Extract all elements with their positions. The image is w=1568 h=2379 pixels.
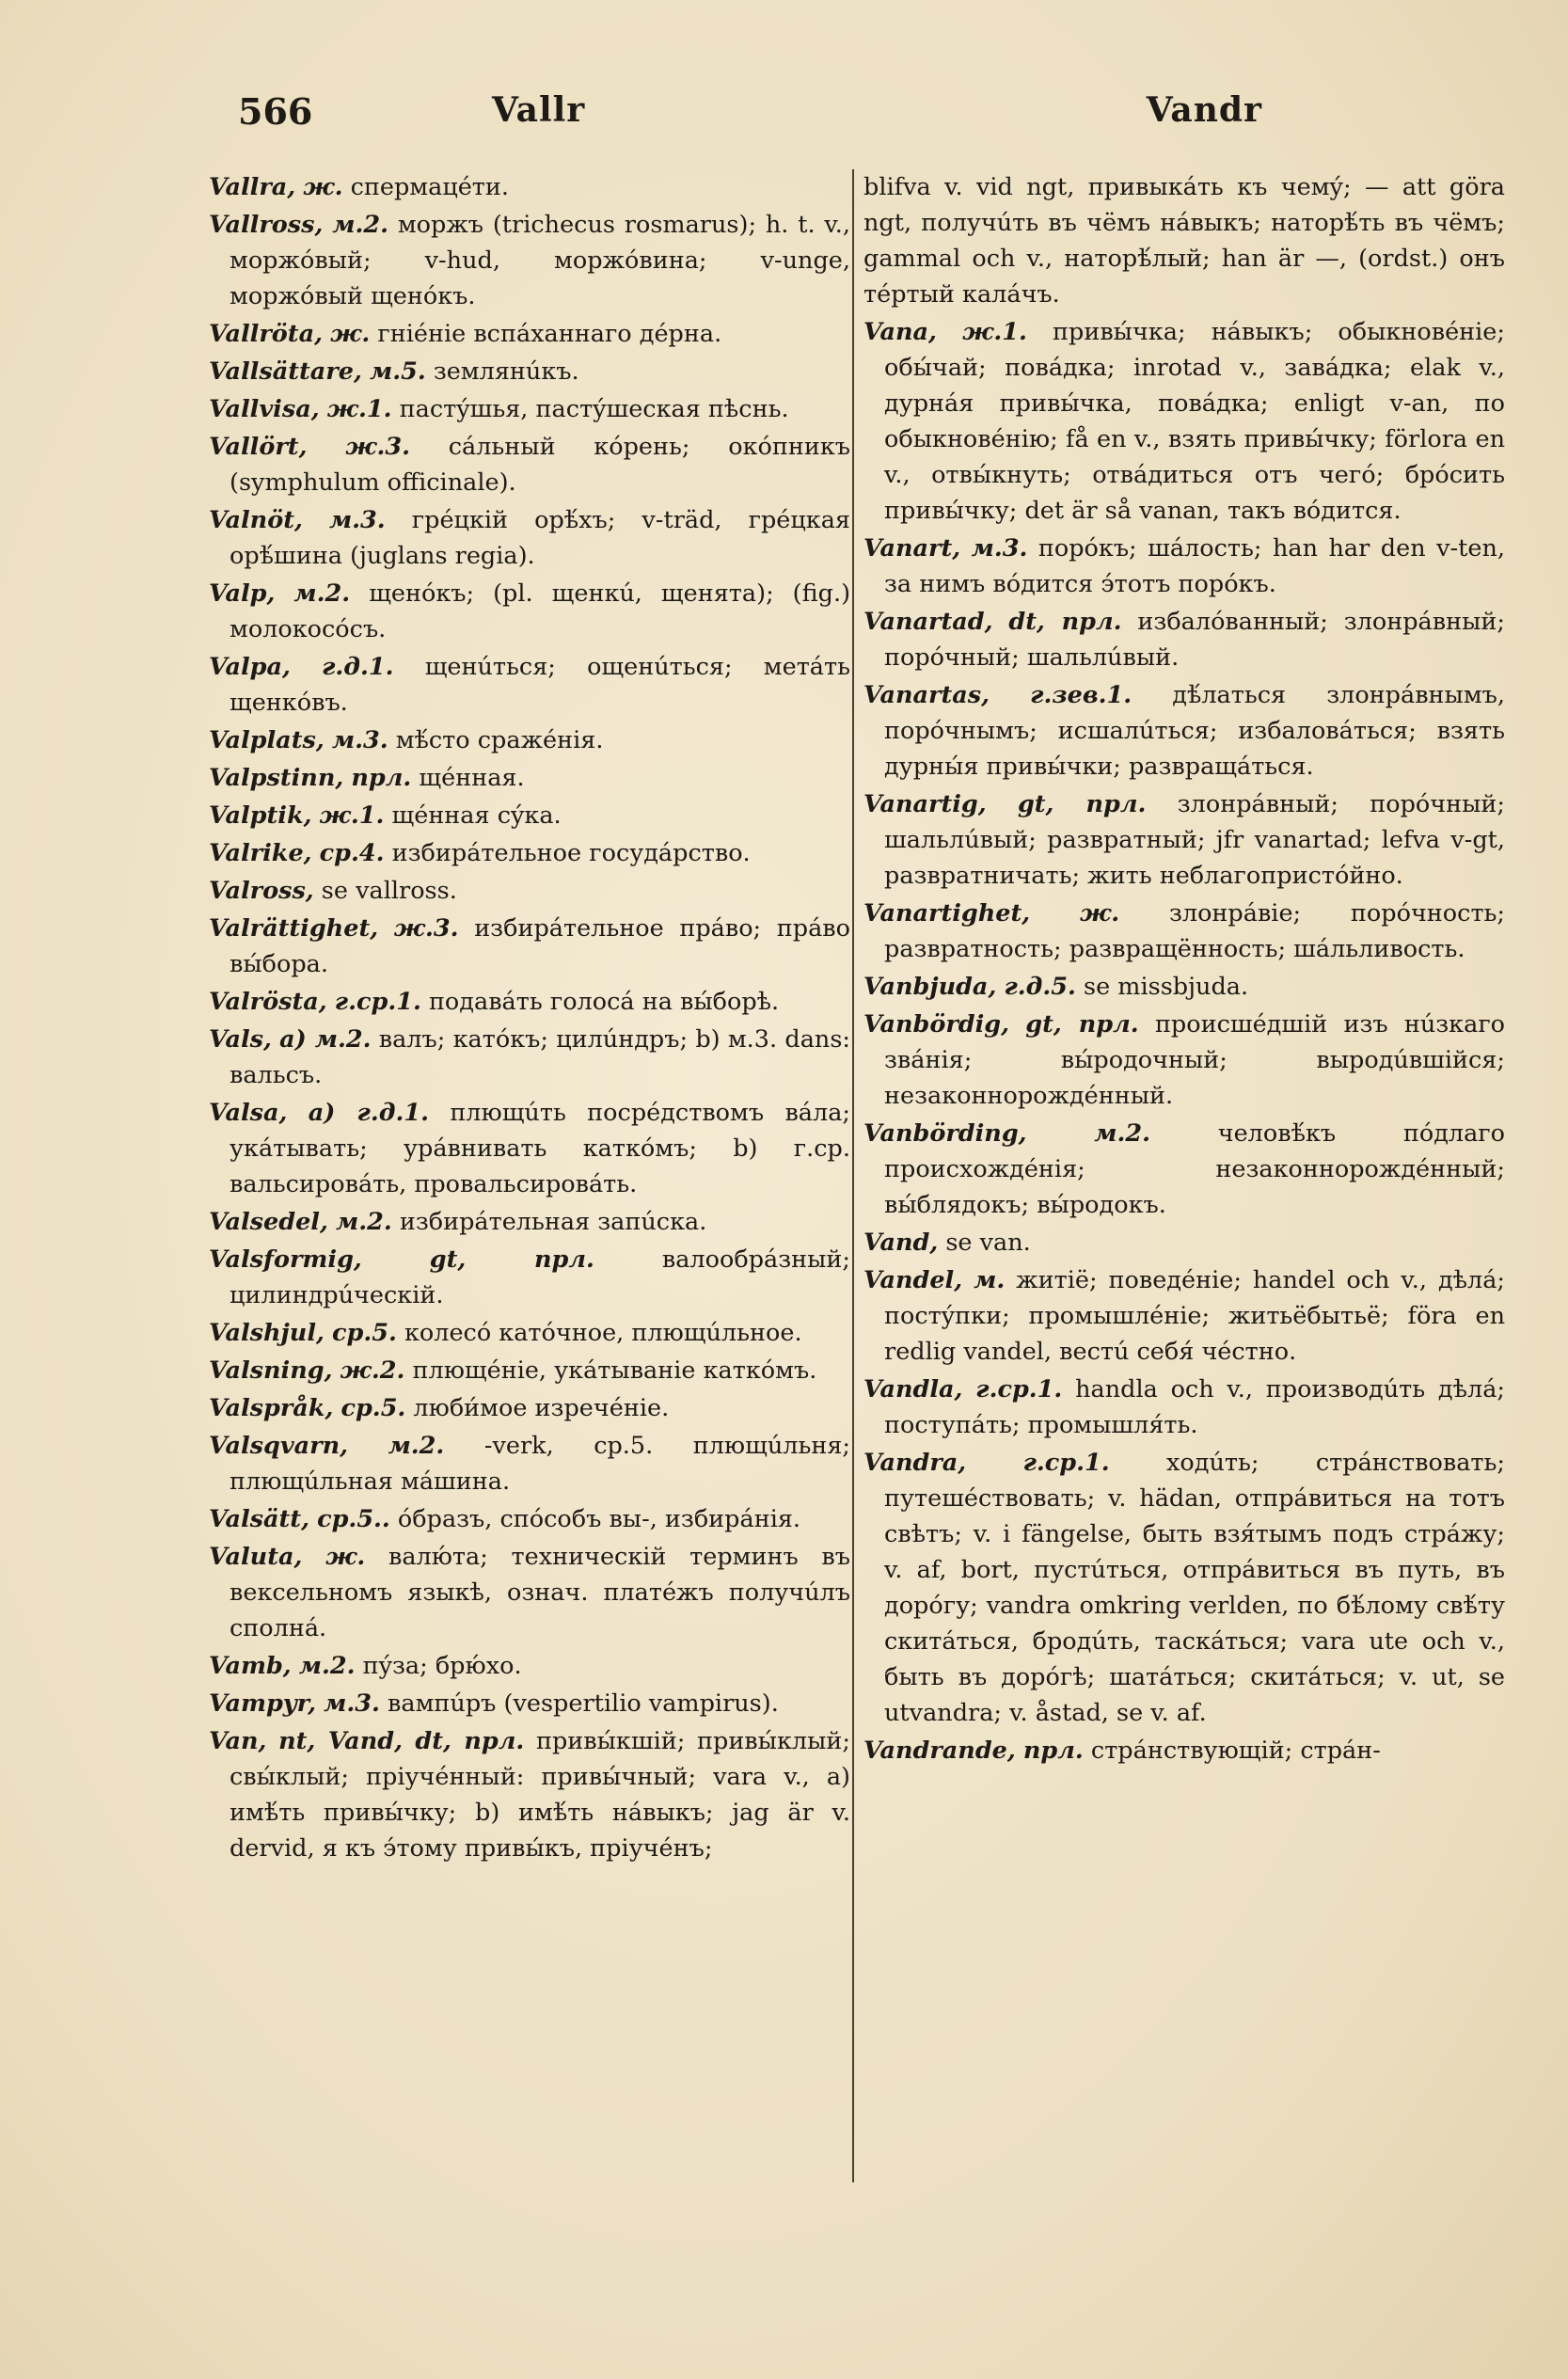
grammar-label: г.ср.1.	[1022, 1449, 1110, 1477]
headword: Valspråk,	[209, 1394, 334, 1422]
grammar-label: dt, прл.	[1008, 608, 1122, 636]
headword: Vandla,	[863, 1375, 963, 1404]
dictionary-entry	[863, 1262, 1505, 1370]
grammar-label: м.2.	[1094, 1119, 1151, 1148]
dictionary-entry	[863, 1445, 1505, 1731]
grammar-label: м.2.	[335, 1208, 392, 1236]
dictionary-entry	[209, 169, 850, 205]
definition-text: избирáтельная запúска.	[399, 1208, 707, 1236]
grammar-label: м.2.	[388, 1432, 445, 1460]
headword: Valrättighet,	[209, 914, 379, 943]
grammar-label: м.	[974, 1266, 1006, 1294]
definition-text: землянúкъ.	[433, 357, 579, 386]
dictionary-entry	[863, 531, 1505, 602]
headword: Valp,	[209, 579, 276, 608]
dictionary-entry	[209, 1723, 850, 1866]
dictionary-entry	[209, 1242, 850, 1313]
definition-text: человѣ́къ пóдлаго происхождéнія; незаконнорождéнный; вы́блядокъ; вы́родокъ.	[884, 1119, 1505, 1219]
definition-text: handla och v., производúть дѣлá; поступáть; промышля́ть.	[884, 1375, 1505, 1439]
dictionary-entry	[863, 677, 1505, 785]
headword: Vallört,	[209, 433, 308, 461]
grammar-label: г.д.1.	[322, 653, 394, 681]
definition-text: житіё; поведéніе; handel och v., дѣлá; постýпки; промышлéніе; житьёбытьё; föra en redlig vandel, вестú себя́ чéстно.	[884, 1266, 1505, 1366]
headword: Vanartig,	[863, 790, 987, 818]
headword: Vana,	[863, 318, 937, 346]
grammar-label: gt, прл.	[1017, 790, 1147, 818]
dictionary-entry	[209, 1095, 850, 1202]
definition-text: привы́кшій; привы́клый; свы́клый; пріучéнный: привы́чный; vara v., a) имѣ́ть привы́чку; b) имѣ́ть нáвыкъ; jag är v. dervid, я къ э́тому привы́къ, пріучéнъ;	[230, 1727, 850, 1863]
right-guide-word: Vandr	[1146, 90, 1262, 130]
definition-text: мѣ́сто сражéнія.	[395, 726, 604, 754]
definition-text: se missbjuda.	[1084, 973, 1249, 1001]
grammar-label: ж.	[330, 320, 371, 348]
headword: Vanbördig,	[863, 1010, 1010, 1039]
definition-text: se vallross.	[321, 877, 457, 905]
definition-text: se van.	[945, 1229, 1031, 1257]
dictionary-entry	[209, 649, 850, 721]
headword: Vamb,	[209, 1652, 292, 1680]
dictionary-entry	[863, 1225, 1505, 1261]
headword: Valshjul,	[209, 1319, 325, 1347]
dictionary-entry	[209, 1390, 850, 1426]
grammar-label: ср.5..	[317, 1505, 390, 1533]
dictionary-entry	[209, 1539, 850, 1646]
headword: Valpstinn,	[209, 764, 344, 792]
dictionary-entry	[209, 722, 850, 758]
headword: Vallross,	[209, 211, 324, 239]
headword: Valrösta,	[209, 988, 327, 1016]
headword: Vanart,	[863, 534, 961, 563]
grammar-label: ж.1.	[319, 801, 385, 830]
definition-text: колесó катóчное, плющúльное.	[404, 1319, 802, 1347]
column-divider	[852, 169, 854, 2182]
grammar-label: м.3.	[971, 534, 1028, 563]
headword: Valsning,	[209, 1356, 333, 1385]
definition-text: злонрáвный; порóчный; шальлúвый; развратный; jfr vanartad; lefva v-gt, развратничать; жить неблагопристóйно.	[884, 790, 1505, 890]
definition-text: избирáтельное прáво; прáво вы́бора.	[230, 914, 850, 978]
right-column	[863, 169, 1505, 2267]
grammar-label: прл.	[1022, 1737, 1084, 1765]
headword: Vallvisa,	[209, 395, 320, 423]
headword: Valsqvarn,	[209, 1432, 349, 1460]
grammar-label: г.зев.1.	[1030, 681, 1132, 709]
dictionary-entry	[863, 1116, 1505, 1223]
definition-text: щéнная.	[419, 764, 525, 792]
grammar-label: ж.1.	[326, 395, 392, 423]
grammar-label: м.3.	[324, 1689, 380, 1718]
headword: Vanartad,	[863, 608, 993, 636]
definition-text: моржъ (trichecus rosmarus); h. t. v., моржóвый; v-hud, моржóвина; v-unge, моржóвый щенóкъ.	[230, 211, 850, 310]
definition-text: спермацéти.	[350, 173, 510, 201]
definition-text: пастýшья, пастýшеская пѣснь.	[399, 395, 789, 423]
grammar-label: г.д.5.	[1004, 973, 1076, 1001]
grammar-label: ж.2.	[340, 1356, 405, 1385]
definition-text: валообрáзный; цилиндрúческій.	[230, 1245, 850, 1309]
grammar-label: a) г.д.1.	[308, 1099, 429, 1127]
headword: Van,	[209, 1727, 267, 1755]
headword: Vanartighet,	[863, 899, 1031, 928]
dictionary-entry	[209, 760, 850, 796]
dictionary-entry	[863, 314, 1505, 529]
dictionary-entry	[863, 896, 1505, 967]
headword: Vallröta,	[209, 320, 323, 348]
dictionary-entry	[209, 429, 850, 500]
definition-text: blifva v. vid ngt, привыкáть къ чемý; — att göra ngt, получúть въ чёмъ нáвыкъ; наторѣ́ть въ чёмъ; gammal och v., наторѣ́лый; han är —, (ordst.) онъ тéртый калáчъ.	[863, 173, 1505, 309]
grammar-label: м.3.	[328, 506, 386, 534]
left-column	[209, 169, 850, 2267]
grammar-label: ж.3.	[393, 914, 459, 943]
grammar-label: ж.	[325, 1543, 366, 1571]
dictionary-entry	[209, 576, 850, 647]
grammar-label: gt, прл.	[429, 1245, 594, 1274]
definition-text: валю́та; техническій терминъ въ вексельномъ языкѣ, означ. платéжъ получúлъ сполнá.	[230, 1543, 850, 1642]
dictionary-entry	[863, 169, 1505, 312]
headword: Valplats,	[209, 726, 325, 754]
dictionary-entry	[209, 1353, 850, 1388]
dictionary-entry	[209, 207, 850, 314]
headword: Vallsättare,	[209, 357, 362, 386]
dictionary-entry	[209, 316, 850, 352]
definition-text: порóкъ; шáлость; han har den v-ten, за нимъ вóдится э́тотъ порóкъ.	[884, 534, 1505, 598]
dictionary-entry	[209, 984, 850, 1020]
definition-text: гніéніе вспáханнаго дéрна.	[377, 320, 722, 348]
definition-text: сáльный кóрень; окóпникъ (symphulum officinale).	[230, 433, 850, 497]
headword: Vand,	[863, 1229, 939, 1257]
headword: Vanbjuda,	[863, 973, 997, 1001]
definition-text: пýза; брю́хо.	[362, 1652, 522, 1680]
definition-text: щенóкъ; (pl. щенкú, щенята); (fig.) молокосóсъ.	[230, 579, 850, 643]
definition-text: плющéніе, укáтываніе каткóмъ.	[412, 1356, 817, 1385]
headword: Vanartas,	[863, 681, 990, 709]
headword: Vampyr,	[209, 1689, 317, 1718]
headword: Vandrande,	[863, 1737, 1016, 1765]
headword: Valross,	[209, 877, 314, 905]
dictionary-entry	[209, 1648, 850, 1684]
definition-text: злонрáвіе; порóчность; развратность; развращённость; шáльливость.	[884, 899, 1505, 963]
dictionary-entry	[863, 786, 1505, 894]
headword: Valrike,	[209, 839, 312, 867]
page-number: 566	[238, 90, 313, 133]
definition-text: привы́чка; нáвыкъ; обыкновéніе; обы́чай; повáдка; inrotad v., завáдка; elak v., дурнáя привы́чка, повáдка; enligt v-an, по обыкновéнію; få en v., взять привы́чку; förlora en v., отвы́кнуть; отвáдиться отъ чегó; брóсить привы́чку; det är så vanan, такъ вóдится.	[884, 318, 1505, 525]
headword: Valpa,	[209, 653, 291, 681]
dictionary-entry	[863, 604, 1505, 675]
grammar-label: gt, прл.	[1025, 1010, 1139, 1039]
headword: Vandel,	[863, 1266, 963, 1294]
dictionary-entry	[209, 835, 850, 871]
grammar-label: м.2.	[332, 211, 388, 239]
headword: Valuta,	[209, 1543, 303, 1571]
headword: Valptik,	[209, 801, 312, 830]
definition-text: дѣ́латься злонрáвнымъ, порóчнымъ; исшалúться; избаловáться; взять дурны́я привы́чки; развращáться.	[884, 681, 1505, 781]
grammar-label: a) м.2.	[279, 1025, 372, 1054]
definition-text: щéнная сýка.	[391, 801, 562, 830]
headword: Valsätt,	[209, 1505, 309, 1533]
definition-text: грéцкій орѣ́хъ; v-träd, грéцкая орѣ́шина (juglans regia).	[230, 506, 850, 570]
headword: Vanbörding,	[863, 1119, 1027, 1148]
dictionary-entry	[863, 1372, 1505, 1443]
grammar-label: м.3.	[331, 726, 388, 754]
grammar-label: ж.3.	[345, 433, 410, 461]
dictionary-entry	[209, 1686, 850, 1721]
grammar-label: прл.	[351, 764, 412, 792]
dictionary-entry	[209, 873, 850, 909]
definition-text: подавáть голосá на вы́борѣ.	[428, 988, 780, 1016]
headword: Valsa,	[209, 1099, 288, 1127]
definition-text: происшéдшій изъ нúзкаго звáнія; вы́родочный; выродúвшійся; незаконнорождéнный.	[884, 1010, 1505, 1110]
definition-text: стрáнствующій; стрáн-	[1090, 1737, 1381, 1765]
grammar-label: г.ср.1.	[975, 1375, 1063, 1404]
definition-text: óбразъ, спóсобъ вы-, избирáнія.	[397, 1505, 801, 1533]
dictionary-entry	[209, 391, 850, 427]
dictionary-entry	[863, 1733, 1505, 1768]
dictionary-entry	[209, 1428, 850, 1499]
dictionary-entry	[209, 1501, 850, 1537]
headword: Vals,	[209, 1025, 272, 1054]
grammar-label: ср.5.	[341, 1394, 406, 1422]
grammar-label: м.2.	[298, 1652, 356, 1680]
definition-text: валъ; катóкъ; цилúндръ; b) м.3. dans: вальсъ.	[230, 1025, 850, 1089]
grammar-label: м.2.	[293, 579, 351, 608]
dictionary-entry	[209, 1315, 850, 1351]
grammar-label: ж.	[1079, 899, 1120, 928]
headword: Vandra,	[863, 1449, 967, 1477]
definition-text: избирáтельное госудáрство.	[391, 839, 751, 867]
dictionary-entry	[863, 969, 1505, 1005]
page-header	[193, 90, 1300, 147]
definition-text: избалóванный; злонрáвный; порóчный; шальлúвый.	[884, 608, 1505, 672]
dictionary-entry	[863, 1007, 1505, 1114]
headword: Valsedel,	[209, 1208, 328, 1236]
grammar-label: м.5.	[369, 357, 426, 386]
dictionary-entry	[209, 798, 850, 833]
definition-text: вампúръ (vespertilio vampirus).	[388, 1689, 779, 1718]
headword: Valnöt,	[209, 506, 303, 534]
dictionary-entry	[209, 1022, 850, 1093]
headword: Valsformig,	[209, 1245, 362, 1274]
definition-text: -verk, ср.5. плющúльня; плющúльная мáшина.	[230, 1432, 850, 1496]
grammar-label: г.ср.1.	[334, 988, 421, 1016]
dictionary-entry	[209, 354, 850, 389]
dictionary-entry	[209, 911, 850, 982]
grammar-label: ср.4.	[319, 839, 385, 867]
dictionary-entry	[209, 502, 850, 574]
grammar-label: ср.5.	[332, 1319, 397, 1347]
definition-text: ходúть; стрáнствовать; путешéствовать; v. hädan, отпрáвиться на тотъ свѣтъ; v. i fängelse, быть взя́тымъ подъ стрáжу; v. af, bort, пустúться, отпрáвиться въ путь, въ дорóгу; vandra omkring verlden, по бѣ́лому свѣ́ту скитáться, бродúть, таскáться; vara ute och v., быть въ дорóгѣ; шатáться; скитáться; v. ut, se utvandra; v. åstad, se v. af.	[884, 1449, 1505, 1727]
definition-text: плющúть посрéдствомъ вáла; укáтывать; урáвнивать каткóмъ; b) г.ср. вальсировáть, провальсировáть.	[230, 1099, 850, 1198]
headword: Vallra,	[209, 173, 296, 201]
left-guide-word: Vallr	[492, 90, 586, 130]
definition-text: люби́мое изречéніе.	[413, 1394, 670, 1422]
definition-text: щенúться; ощенúться; метáть щенкóвъ.	[230, 653, 850, 717]
dictionary-entry	[209, 1204, 850, 1240]
grammar-label: nt, Vand, dt, прл.	[278, 1727, 525, 1755]
grammar-label: ж.1.	[962, 318, 1027, 346]
grammar-label: ж.	[303, 173, 343, 201]
